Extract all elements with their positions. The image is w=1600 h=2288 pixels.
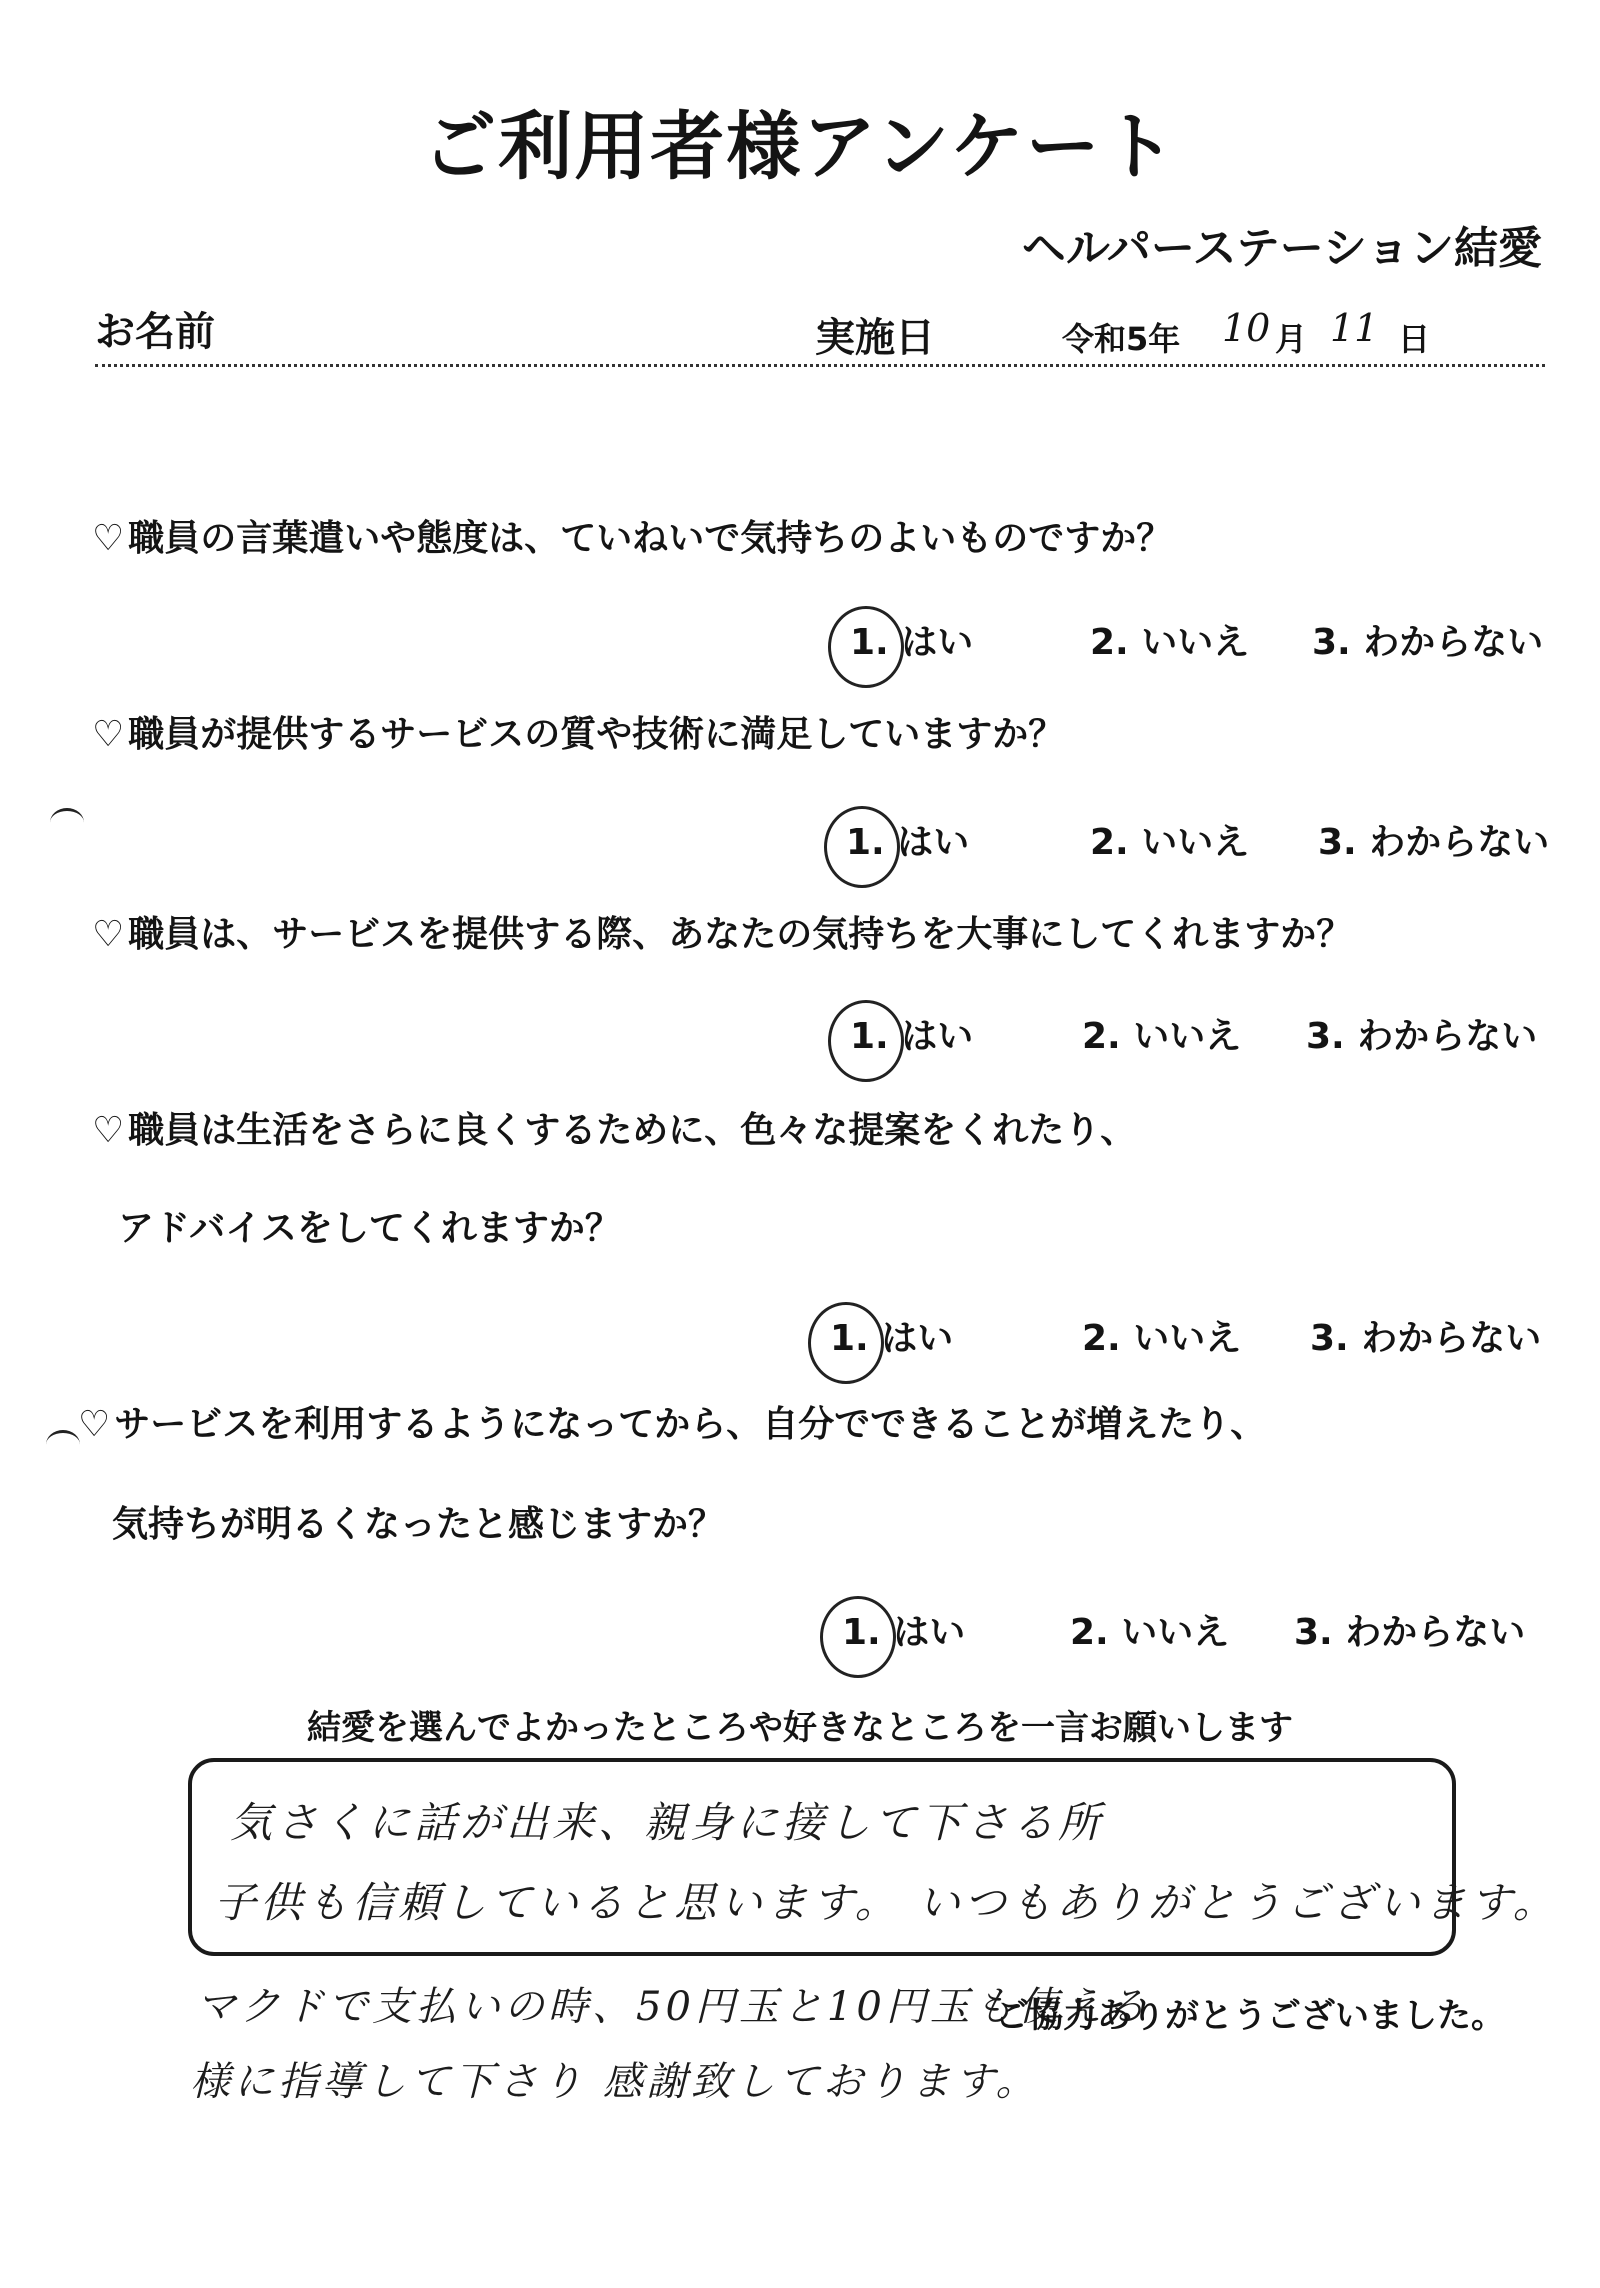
q4-option-no[interactable]: 2. いいえ	[1082, 1318, 1242, 1359]
question-5	[78, 1396, 1266, 1447]
q4-option-yes[interactable]: 1. はい	[830, 1318, 954, 1359]
question-3-text: 職員は、サービスを提供する際、あなたの気持ちを大事にしてくれますか？	[128, 914, 1353, 955]
month-label: 月	[1275, 320, 1308, 358]
question-2-text: 職員が提供するサービスの質や技術に満足していますか？	[128, 714, 1065, 755]
q1-option-unknown[interactable]: 3. わからない	[1312, 622, 1544, 663]
name-label: お名前	[95, 309, 215, 355]
q2-option-yes[interactable]: 1. はい	[846, 822, 970, 863]
question-5-text-continued: 気持ちが明るくなったと感じますか？	[112, 1504, 725, 1545]
q1-option-no[interactable]: 2. いいえ	[1090, 622, 1250, 663]
q1-option-yes[interactable]: 1. はい	[850, 622, 974, 663]
scan-mark	[50, 808, 84, 837]
comment-line-1: 気さくに話が出来、親身に接して下さる所	[230, 1798, 1105, 1847]
heart-icon: ♡	[92, 714, 125, 755]
organization-name: ヘルパーステーション結愛	[1021, 223, 1542, 274]
question-4	[92, 1102, 1136, 1153]
q4-option-unknown[interactable]: 3. わからない	[1310, 1318, 1542, 1359]
scan-mark	[46, 1430, 80, 1459]
date-label: 実施日	[815, 315, 935, 361]
q2-option-no[interactable]: 2. いいえ	[1090, 822, 1250, 863]
question-5-text: サービスを利用するようになってから、自分でできることが増えたり、	[114, 1404, 1267, 1445]
question-4-text-continued: アドバイスをしてくれますか？	[118, 1208, 621, 1249]
thanks-message: ご協力ありがとうございました。	[995, 1996, 1505, 2036]
q3-option-yes[interactable]: 1. はい	[850, 1016, 974, 1057]
question-1	[92, 510, 1172, 561]
q5-option-yes[interactable]: 1. はい	[842, 1612, 966, 1653]
comment-line-4: 様に指導して下さり 感謝致しております。	[190, 2059, 1040, 2105]
heart-icon: ♡	[92, 1110, 125, 1151]
q3-option-no[interactable]: 2. いいえ	[1082, 1016, 1242, 1057]
heart-icon: ♡	[92, 914, 125, 955]
name-date-dotted-line	[95, 364, 1545, 367]
month-value: 10	[1222, 306, 1271, 350]
question-2	[92, 706, 1064, 757]
question-1-text: 職員の言葉遣いや態度は、ていねいで気持ちのよいものですか？	[128, 518, 1173, 559]
era-year: 令和5年	[1062, 320, 1181, 358]
comment-prompt: 結愛を選んでよかったところや好きなところを一言お願いします	[307, 1708, 1293, 1748]
q3-option-unknown[interactable]: 3. わからない	[1306, 1016, 1538, 1057]
heart-icon: ♡	[92, 518, 125, 559]
day-value: 11	[1330, 306, 1379, 350]
question-3	[92, 906, 1352, 957]
day-label: 日	[1398, 320, 1431, 358]
comment-line-2: 子供も信頼していると思います。 いつもありがとうございます。	[214, 1878, 1559, 1927]
question-4-text: 職員は生活をさらに良くするために、色々な提案をくれたり、	[128, 1110, 1137, 1151]
q2-option-unknown[interactable]: 3. わからない	[1318, 822, 1550, 863]
survey-title: ご利用者様アンケート	[422, 104, 1178, 190]
q5-option-no[interactable]: 2. いいえ	[1070, 1612, 1230, 1653]
q5-option-unknown[interactable]: 3. わからない	[1294, 1612, 1526, 1653]
comment-line-3: マクドで支払いの時、50円玉と10円玉も使える	[196, 1984, 1150, 2030]
heart-icon: ♡	[78, 1404, 111, 1445]
